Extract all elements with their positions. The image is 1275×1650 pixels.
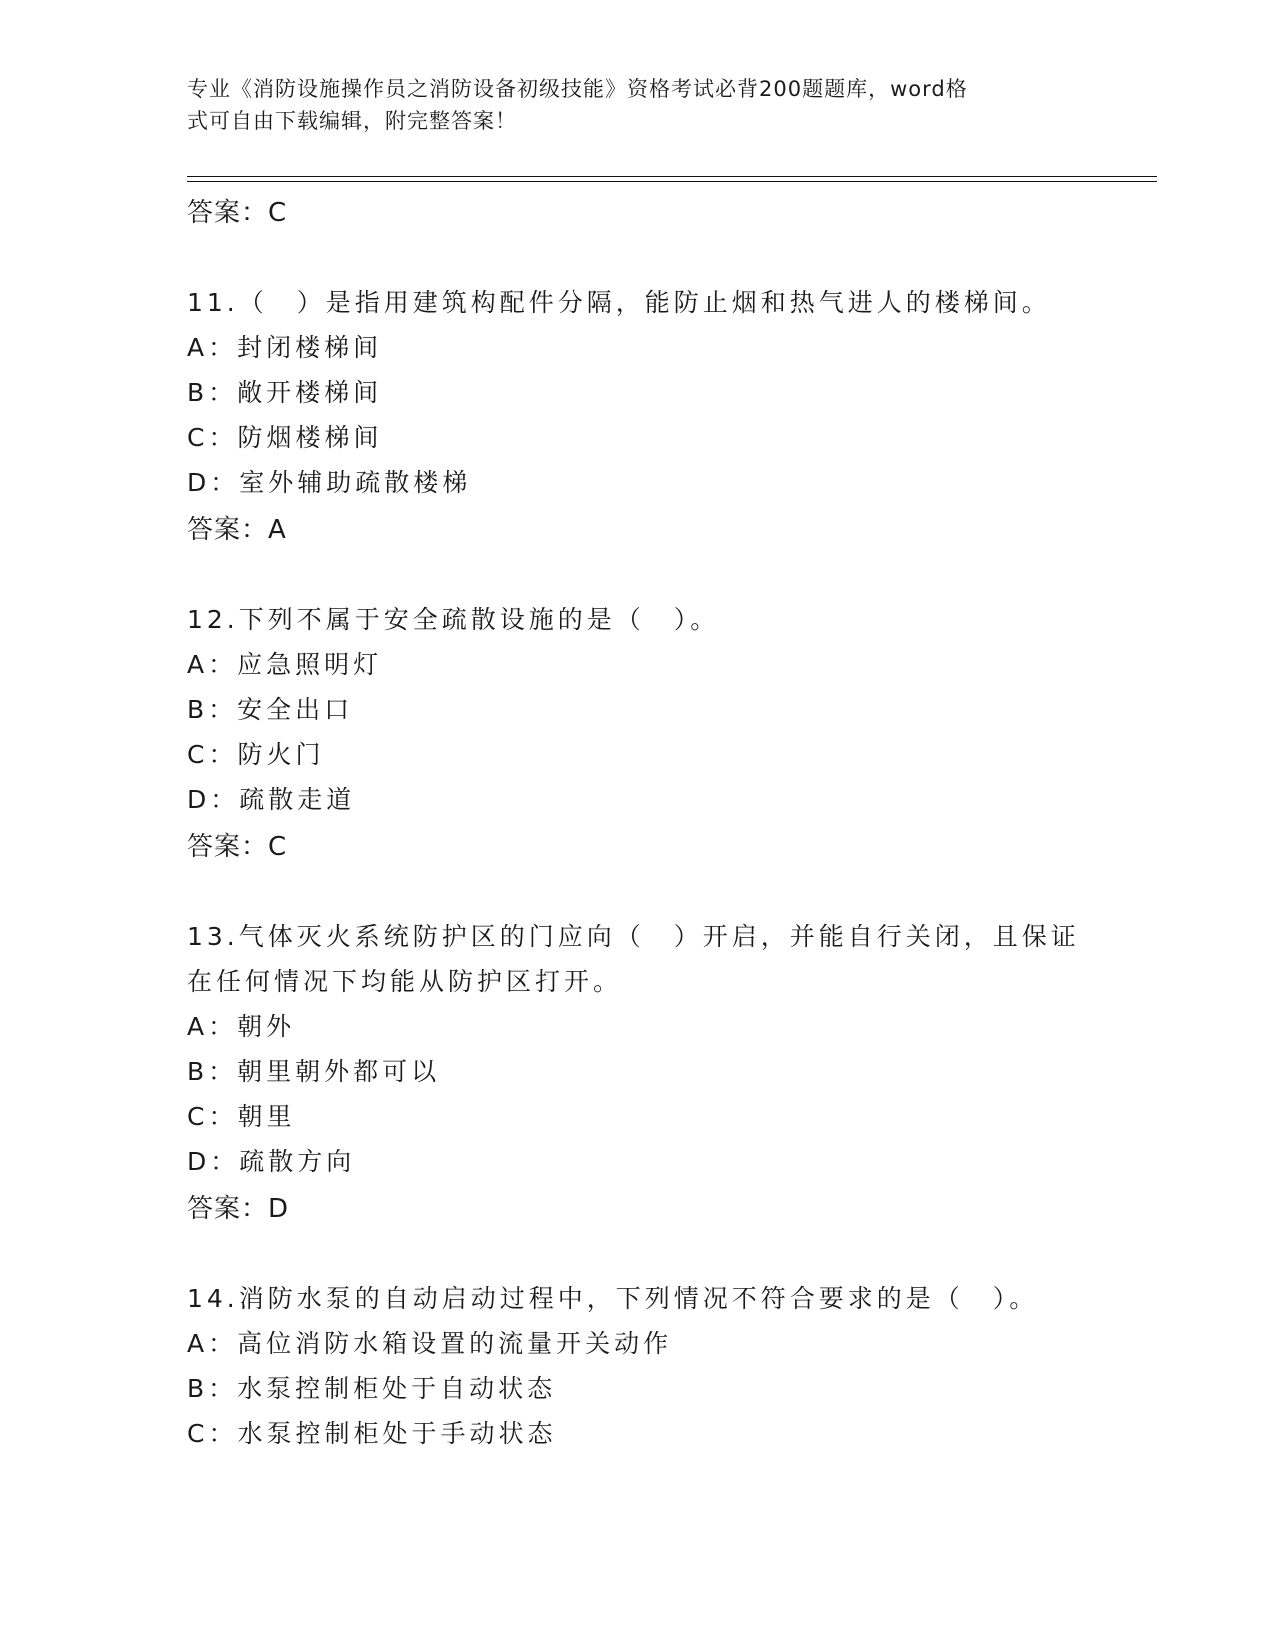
question-11-option-c: C：防烟楼梯间 <box>187 423 383 452</box>
question-13-option-a: A：朝外 <box>187 1012 296 1041</box>
question-11-option-b: B：敞开楼梯间 <box>187 378 383 407</box>
question-13-option-c: C：朝里 <box>187 1102 296 1131</box>
header-divider-top <box>187 176 1157 177</box>
answer-previous: 答案：C <box>187 198 288 228</box>
question-14-stem: 14.消防水泵的自动启动过程中，下列情况不符合要求的是（ ）。 <box>187 1284 1039 1313</box>
question-14-option-a: A：高位消防水箱设置的流量开关动作 <box>187 1329 673 1358</box>
question-11-answer: 答案：A <box>187 515 287 545</box>
question-12-option-d: D：疏散走道 <box>187 785 356 814</box>
question-12-option-c: C：防火门 <box>187 740 325 769</box>
question-13-stem-line2: 在任何情况下均能从防护区打开。 <box>187 967 623 996</box>
question-14-option-c: C：水泵控制柜处于手动状态 <box>187 1419 557 1448</box>
question-11-option-a: A：封闭楼梯间 <box>187 333 383 362</box>
question-13-stem-line1: 13.气体灭火系统防护区的门应向（ ）开启，并能自行关闭，且保证 <box>187 922 1080 951</box>
question-11-option-d: D：室外辅助疏散楼梯 <box>187 468 472 497</box>
question-11-stem: 11.（ ）是指用建筑构配件分隔，能防止烟和热气进人的楼梯间。 <box>187 288 1051 317</box>
question-12-option-a: A：应急照明灯 <box>187 650 383 679</box>
question-13-option-d: D：疏散方向 <box>187 1147 356 1176</box>
question-13-option-b: B：朝里朝外都可以 <box>187 1057 441 1086</box>
question-13-answer: 答案：D <box>187 1194 290 1224</box>
document-header: 专业《消防设施操作员之消防设备初级技能》资格考试必背200题题库，word格 式可自由下载编辑，附完整答案！ <box>187 77 968 133</box>
question-12-answer: 答案：C <box>187 832 288 862</box>
header-divider-bottom <box>187 181 1157 182</box>
question-12-option-b: B：安全出口 <box>187 695 354 724</box>
question-14-option-b: B：水泵控制柜处于自动状态 <box>187 1374 557 1403</box>
question-12-stem: 12.下列不属于安全疏散设施的是（ ）。 <box>187 605 720 634</box>
